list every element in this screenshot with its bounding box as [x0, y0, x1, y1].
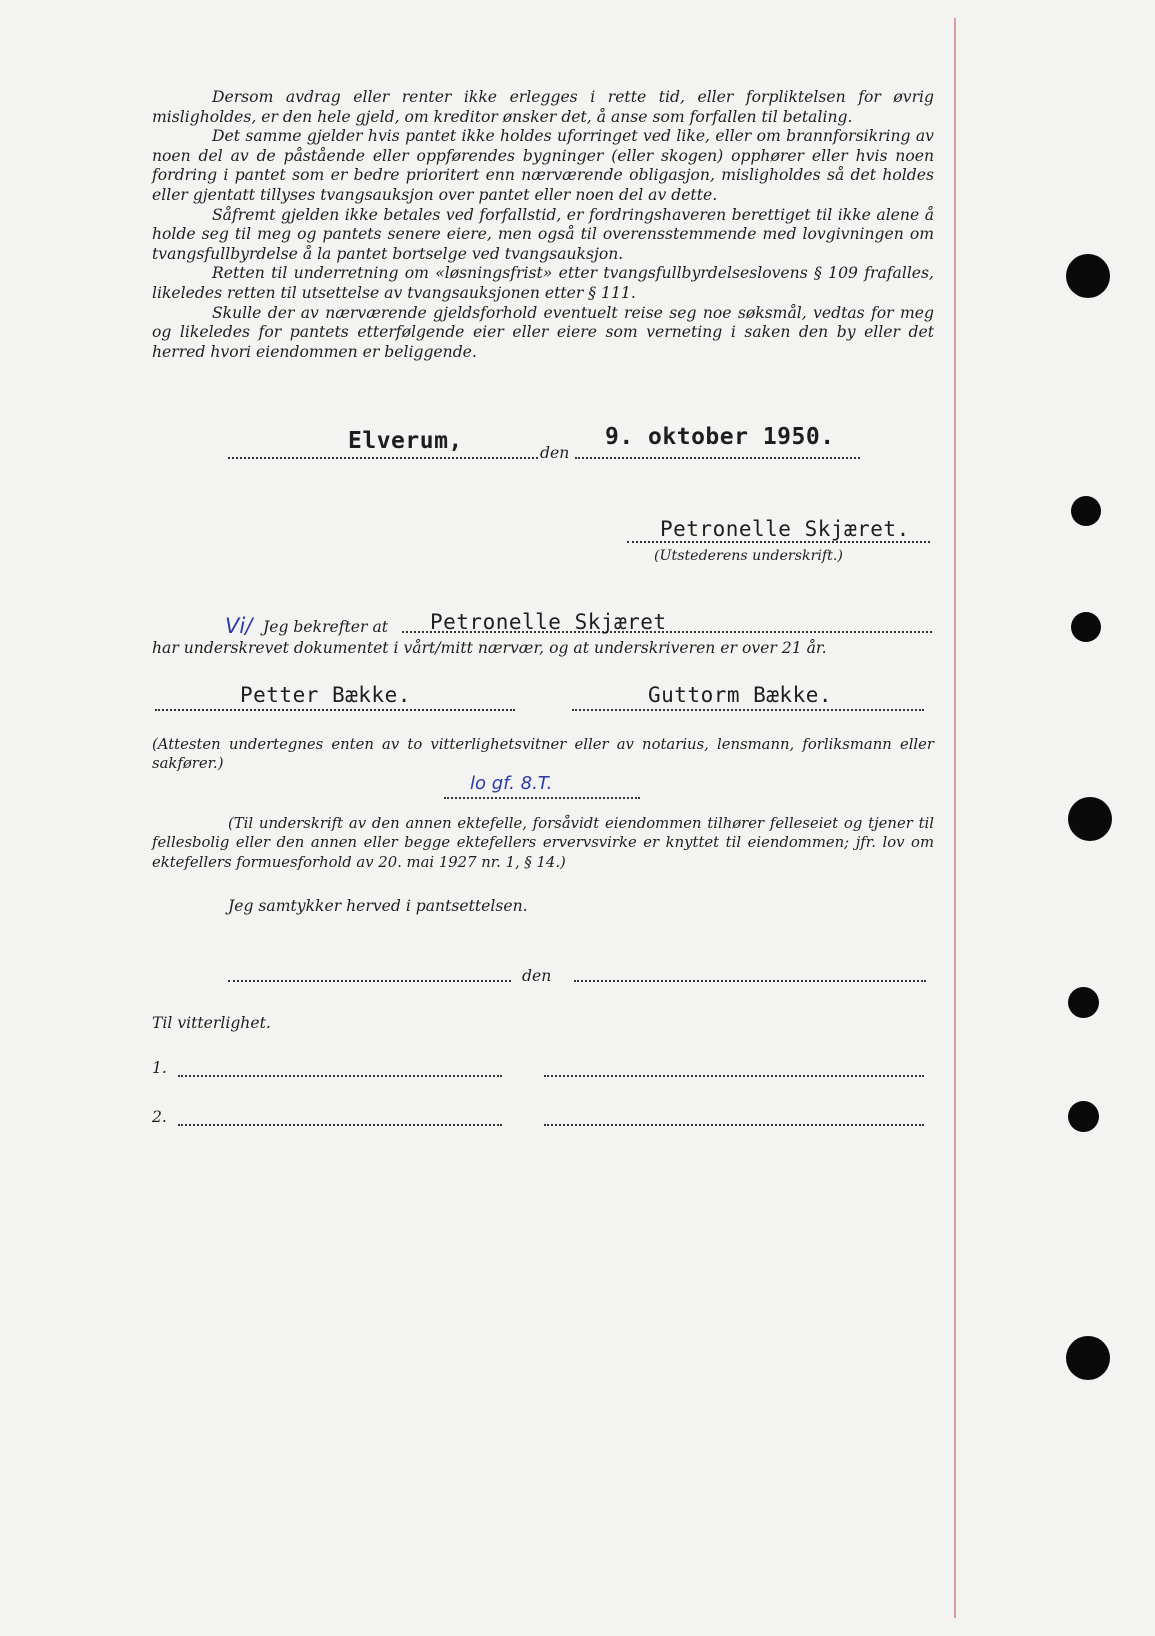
spouse-note: [152, 814, 934, 872]
spouse-note-text: (Til underskrift av den annen ektefelle, forsåvidt eiendommen tilhører felleseiet og tjener til fellesbolig eller den annen eller begge ektefellers ervervsvirke er knyttet til eiendommen; jfr. lov om ektefellers formuesforhold av 20. mai 1927 nr. 1, § 14.): [152, 815, 934, 871]
witness-line-1b: [544, 1075, 924, 1077]
witness-row-number-2: 2.: [152, 1108, 167, 1126]
spouse-consent: Jeg samtykker herved i pantsettelsen.: [228, 897, 528, 915]
place-line: [228, 457, 538, 459]
binder-hole: [1071, 612, 1101, 642]
witness-signature-line-1: [155, 709, 515, 711]
signing-place: Elverum,: [348, 428, 463, 454]
attestation-label: Jeg bekrefter at: [263, 618, 389, 636]
witness-signature-2: Guttorm Bække.: [648, 683, 833, 707]
spouse-place-line: [228, 980, 511, 982]
spouse-den-label: den: [522, 967, 552, 985]
witness-line-2a: [178, 1124, 502, 1126]
binder-hole: [1068, 797, 1112, 841]
binder-hole: [1068, 987, 1099, 1018]
spouse-date-line: [574, 980, 926, 982]
witness-signature-1: Petter Bække.: [240, 683, 411, 707]
den-label: den: [540, 444, 570, 462]
handwritten-mark: lo gf. 8.T.: [470, 773, 553, 794]
terms-paragraph: Dersom avdrag eller renter ikke erlegges i rette tid, eller forpliktelsen for øvrig misligholdes, er den hele gjeld, om kreditor ønsker det, å anse som forfallen til betaling.: [152, 88, 934, 126]
signature-caption: (Utstederens underskrift.): [654, 548, 843, 564]
issuer-signature: Petronelle Skjæret.: [660, 517, 910, 541]
attestation-statement: har underskrevet dokumentet i vårt/mitt nærvær, og at underskriveren er over 21 år.: [152, 639, 827, 657]
binder-hole: [1066, 254, 1110, 298]
terms-paragraph: Retten til underretning om «løsningsfrist» etter tvangsfullbyrdelseslovens § 109 frafalles, likeledes retten til utsettelse av tvangsauksjonen etter § 111.: [152, 264, 934, 302]
terms-text: [152, 88, 934, 362]
date-line: [575, 457, 860, 459]
mark-line: [444, 797, 640, 799]
terms-paragraph: Såfremt gjelden ikke betales ved forfallstid, er fordringshaveren berettiget til ikke alene å holde seg til meg og pantets senere eiere, men også til overensstemmende med lovgivningen om tvangsfullbyrdelse å la pantet bortselge ved tvangsauksjon.: [152, 205, 934, 263]
binder-hole: [1071, 496, 1101, 526]
terms-paragraph: Det samme gjelder hvis pantet ikke holdes uforringet ved like, eller om brannforsikring av noen del av de påstående eller oppførendes bygninger (eller skogen) opphører eller hvis noen fordring i pantet som er bedre prioritert enn nærværende obligasjon, misligholdes så det holdes eller gjentatt tillyses tvangsauksjon over pantet eller noen del av dette.: [152, 127, 934, 204]
binder-hole: [1066, 1336, 1110, 1380]
terms-paragraph: Skulle der av nærværende gjeldsforhold eventuelt reise seg noe søksmål, vedtas for meg og likeledes for pantets etterfølgende eier eller eiere som verneting i saken den by eller det herred hvori eiendommen er beliggende.: [152, 303, 934, 361]
handwritten-prefix: Vi/: [225, 614, 253, 638]
witness-line-1a: [178, 1075, 502, 1077]
attestation-note-text: (Attesten undertegnes enten av to vitterlighetsvitner eller av notarius, lensmann, forliksmann eller sakfører.): [152, 736, 934, 773]
attested-signer-name: Petronelle Skjæret: [430, 610, 667, 634]
witness-row-number-1: 1.: [152, 1059, 167, 1077]
margin-rule: [954, 18, 956, 1618]
witness-signature-line-2: [572, 709, 924, 711]
attestation-note: [152, 735, 934, 774]
binder-hole: [1068, 1101, 1099, 1132]
signature-line: [627, 541, 930, 543]
witness-title: Til vitterlighet.: [152, 1014, 271, 1032]
signing-date: 9. oktober 1950.: [605, 424, 835, 450]
witness-line-2b: [544, 1124, 924, 1126]
